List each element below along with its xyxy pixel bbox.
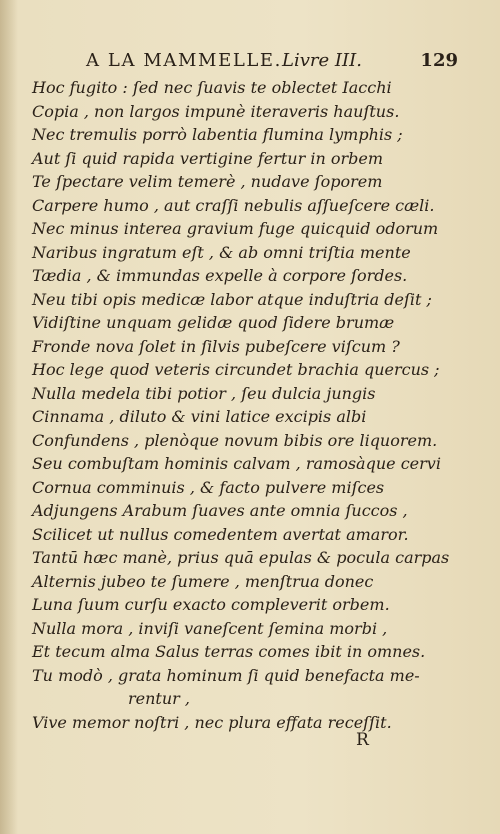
verse-line: Naribus ingratum eſt , & ab omni triſtia mente xyxy=(32,242,411,262)
page-number: 129 xyxy=(420,50,458,71)
verse-line: Hoc lege quod veteris circundet brachia quercus ; xyxy=(32,360,440,379)
verse-line: Cinnama , diluto & vini latice excipis albi xyxy=(32,407,367,426)
verse-line: Tædia , & immundas expelle à corpore ſordes. xyxy=(32,266,408,285)
verse-line: Tu modò , grata hominum ſi quid benefacta me- xyxy=(32,665,420,685)
verse-line: Adjungens Arabum ſuaves ante omnia ſuccos , xyxy=(32,501,408,520)
verse-line: Vidiſtine unquam gelidæ quod ſidere brumæ xyxy=(32,313,395,332)
verse-line: Cornua comminuis , & facto pulvere miſces xyxy=(32,477,385,497)
verse-line: Confundens , plenòque novum bibis ore liquorem. xyxy=(32,430,438,450)
verse-line: Alternis jubeo te ſumere , menſtrua donec xyxy=(32,571,374,591)
verse-line: Seu combuſtam hominis calvam , ramosàque cervi xyxy=(32,454,441,473)
verse-line: Tantū hæc manè, prius quā epulas & pocula carpas xyxy=(32,548,450,567)
verse-line: Aut ſi quid rapida vertigine fertur in orbem xyxy=(32,148,384,168)
verse-line: Nulla medela tibi potior , ſeu dulcia jungis xyxy=(32,383,376,403)
verse-line: Hoc fugito : ſed nec ſuavis te oblectet Iacchi xyxy=(32,78,392,97)
verse-line: Copia , non largos impunè iteraveris hauſtus. xyxy=(32,101,400,121)
gutter-shadow xyxy=(0,0,18,834)
running-title: A LA MAMMELLE. xyxy=(86,50,282,71)
book-label: Livre III. xyxy=(282,50,362,71)
poem-text xyxy=(32,76,462,734)
verse-line: Et tecum alma Salus terras comes ibit in omnes. xyxy=(32,642,426,661)
verse-line-continuation: rentur , xyxy=(128,689,190,708)
verse-line: Nec tremulis porrò labentia flumina lymphis ; xyxy=(32,125,403,144)
verse-line: Te ſpectare velim temerè , nudave ſoporem xyxy=(32,172,383,191)
verse-line: Nec minus interea gravium fuge quicquid odorum xyxy=(32,219,439,238)
page-header xyxy=(86,50,458,74)
verse-line: Nulla mora , inviſi vaneſcent ſemina morbi , xyxy=(32,618,388,638)
verse-line: Luna ſuum curſu exacto compleverit orbem. xyxy=(32,595,390,614)
verse-line: Carpere humo , aut craſſi nebulis aſſueſcere cæli. xyxy=(32,195,435,215)
verse-line: Neu tibi opis medicæ labor atque induſtria deſit ; xyxy=(32,289,432,309)
verse-line: Vive memor noſtri , nec plura effata receſſit. xyxy=(32,712,392,732)
signature-mark: R xyxy=(356,730,369,750)
verse-line: Scilicet ut nullus comedentem avertat amaror. xyxy=(32,524,409,544)
verse-line: Fronde nova ſolet in ſilvis pubeſcere viſcum ? xyxy=(32,336,400,356)
